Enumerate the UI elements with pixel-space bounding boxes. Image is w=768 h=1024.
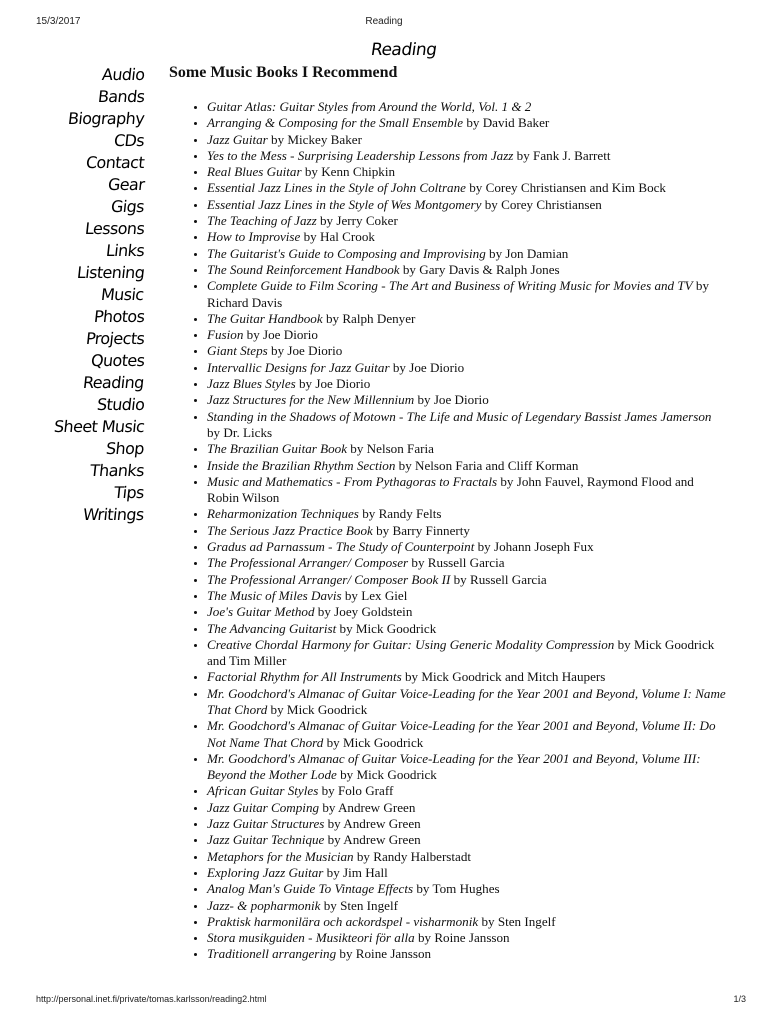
book-title: Praktisk harmonilära och ackordspel - visharmonik bbox=[207, 913, 479, 929]
book-title: The Guitarist's Guide to Composing and Improvising bbox=[207, 245, 486, 261]
book-author: by Mick Goodrick and Tim Miller bbox=[207, 636, 715, 669]
book-title: The Advancing Guitarist bbox=[207, 620, 337, 636]
book-item bbox=[207, 800, 727, 816]
book-author: by Lex Giel bbox=[341, 587, 408, 603]
book-item bbox=[207, 506, 727, 522]
book-author: by Corey Christiansen and Kim Bock bbox=[465, 180, 666, 196]
nav-link-listening[interactable]: Listening bbox=[75, 263, 146, 282]
book-title: Yes to the Mess - Surprising Leadership Lessons from Jazz bbox=[207, 147, 514, 163]
print-title: Reading bbox=[365, 16, 403, 27]
book-author: by Sten Ingelf bbox=[320, 897, 398, 913]
book-item bbox=[207, 246, 727, 262]
nav-item bbox=[36, 416, 144, 438]
nav-link-music[interactable]: Music bbox=[100, 285, 146, 304]
book-item bbox=[207, 180, 727, 196]
book-item bbox=[207, 229, 727, 245]
nav-item bbox=[36, 372, 144, 394]
book-author: by Andrew Green bbox=[319, 799, 416, 815]
nav-link-thanks[interactable]: Thanks bbox=[89, 461, 146, 480]
book-item bbox=[207, 327, 727, 343]
book-author: by Joe Diorio bbox=[295, 376, 371, 392]
book-title: Stora musikguiden - Musikteori för alla bbox=[207, 930, 415, 946]
nav-item bbox=[36, 504, 144, 526]
print-date: 15/3/2017 bbox=[36, 16, 81, 27]
book-item bbox=[207, 458, 727, 474]
book-author: by Mick Goodrick bbox=[323, 734, 424, 750]
nav-item bbox=[36, 482, 144, 504]
book-item bbox=[207, 914, 727, 930]
book-author: by Barry Finnerty bbox=[372, 522, 470, 538]
book-author: by Roine Jansson bbox=[414, 930, 510, 946]
book-title: The Teaching of Jazz bbox=[207, 213, 317, 229]
book-title: Complete Guide to Film Scoring - The Art and Business of Writing Music for Movies and TV bbox=[207, 278, 693, 294]
nav-link-shop[interactable]: Shop bbox=[105, 439, 146, 458]
nav-link-gigs[interactable]: Gigs bbox=[110, 197, 146, 216]
book-title: Mr. Goodchord's Almanac of Guitar Voice-Leading for the Year 2001 and Beyond, Volume II: Do Not Name That Chord bbox=[207, 718, 716, 750]
book-item bbox=[207, 930, 727, 946]
book-author: by Tom Hughes bbox=[413, 881, 500, 897]
book-item bbox=[207, 115, 727, 131]
book-item bbox=[207, 376, 727, 392]
nav-item bbox=[36, 262, 144, 284]
book-author: by Johann Joseph Fux bbox=[474, 539, 594, 555]
book-title: The Serious Jazz Practice Book bbox=[207, 522, 373, 538]
book-author: by John Fauvel, Raymond Flood and Robin Wilson bbox=[207, 473, 694, 506]
book-item bbox=[207, 669, 727, 685]
book-item bbox=[207, 898, 727, 914]
nav-link-contact[interactable]: Contact bbox=[84, 153, 146, 172]
book-title: Essential Jazz Lines in the Style of John Coltrane bbox=[207, 180, 466, 196]
nav-item bbox=[36, 328, 144, 350]
book-author: by Russell Garcia bbox=[450, 571, 547, 587]
nav-link-quotes[interactable]: Quotes bbox=[89, 351, 146, 370]
book-author: by Andrew Green bbox=[324, 816, 421, 832]
book-item bbox=[207, 783, 727, 799]
book-item bbox=[207, 360, 727, 376]
book-item bbox=[207, 99, 727, 115]
book-item bbox=[207, 751, 727, 784]
nav-item bbox=[36, 64, 144, 86]
book-title: The Brazilian Guitar Book bbox=[207, 441, 348, 457]
book-title: How to Improvise bbox=[207, 229, 301, 245]
book-item bbox=[207, 132, 727, 148]
book-title: Music and Mathematics - From Pythagoras to Fractals bbox=[207, 473, 498, 489]
book-author: by Ralph Denyer bbox=[322, 310, 416, 326]
nav-link-writings[interactable]: Writings bbox=[82, 505, 146, 524]
book-title: Joe's Guitar Method bbox=[207, 604, 315, 620]
book-author: by Joe Diorio bbox=[414, 392, 489, 408]
book-author: by Gary Davis & Ralph Jones bbox=[399, 261, 560, 277]
book-title: Guitar Atlas: Guitar Styles from Around the World, Vol. 1 & 2 bbox=[207, 99, 532, 114]
book-author: by Folo Graff bbox=[318, 783, 394, 799]
nav-link-audio[interactable]: Audio bbox=[100, 65, 146, 84]
book-author: by Roine Jansson bbox=[336, 946, 432, 962]
book-author: by Sten Ingelf bbox=[478, 913, 556, 929]
book-title: African Guitar Styles bbox=[207, 783, 319, 799]
book-author: by Andrew Green bbox=[324, 832, 421, 848]
book-author: by Hal Crook bbox=[300, 229, 375, 245]
nav-link-lessons[interactable]: Lessons bbox=[83, 219, 146, 238]
nav-item bbox=[36, 196, 144, 218]
book-item bbox=[207, 213, 727, 229]
book-author: by Jon Damian bbox=[485, 245, 569, 261]
book-title: Metaphors for the Musician bbox=[207, 848, 354, 864]
book-author: by Joe Diorio bbox=[389, 359, 465, 375]
book-item bbox=[207, 637, 727, 670]
nav-item bbox=[36, 284, 144, 306]
book-title: The Professional Arranger/ Composer Book II bbox=[207, 571, 451, 587]
nav-link-projects[interactable]: Projects bbox=[84, 329, 146, 348]
book-title: The Guitar Handbook bbox=[207, 310, 323, 326]
book-item bbox=[207, 441, 727, 457]
book-item bbox=[207, 392, 727, 408]
book-title: Gradus ad Parnassum - The Study of Counterpoint bbox=[207, 539, 475, 555]
nav-item bbox=[36, 460, 144, 482]
book-item bbox=[207, 881, 727, 897]
book-title: Intervallic Designs for Jazz Guitar bbox=[207, 359, 390, 375]
book-author: by Nelson Faria and Cliff Korman bbox=[395, 457, 579, 473]
book-author: by Kenn Chipkin bbox=[301, 164, 396, 180]
book-title: Jazz Guitar Comping bbox=[207, 799, 320, 815]
book-author: by Jim Hall bbox=[323, 864, 388, 880]
book-item bbox=[207, 262, 727, 278]
book-author: by Randy Felts bbox=[358, 506, 442, 522]
nav-item bbox=[36, 438, 144, 460]
nav-item bbox=[36, 306, 144, 328]
book-item bbox=[207, 946, 727, 962]
book-item bbox=[207, 621, 727, 637]
book-title: Mr. Goodchord's Almanac of Guitar Voice-Leading for the Year 2001 and Beyond, Volume I: Name That Chord bbox=[207, 685, 726, 717]
sidebar-nav bbox=[36, 64, 144, 526]
book-title: Giant Steps bbox=[207, 343, 268, 359]
book-list bbox=[207, 99, 727, 963]
book-item bbox=[207, 409, 727, 442]
book-author: by Corey Christiansen bbox=[481, 196, 602, 212]
book-item bbox=[207, 604, 727, 620]
book-author: by Joey Goldstein bbox=[314, 604, 413, 620]
book-author: by Dr. Licks bbox=[207, 424, 273, 440]
book-item bbox=[207, 816, 727, 832]
book-item bbox=[207, 148, 727, 164]
nav-link-gear[interactable]: Gear bbox=[106, 175, 146, 194]
nav-item bbox=[36, 218, 144, 240]
page-number: 1/3 bbox=[733, 994, 746, 1004]
book-title: Jazz Guitar Technique bbox=[207, 832, 325, 848]
book-title: Factorial Rhythm for All Instruments bbox=[207, 669, 402, 685]
book-title: The Music of Miles Davis bbox=[207, 587, 342, 603]
nav-item bbox=[36, 130, 144, 152]
nav-item bbox=[36, 240, 144, 262]
book-item bbox=[207, 832, 727, 848]
book-author: by Nelson Faria bbox=[347, 441, 434, 457]
book-item bbox=[207, 865, 727, 881]
book-item bbox=[207, 474, 727, 507]
nav-link-reading[interactable]: Reading bbox=[82, 373, 146, 392]
nav-item bbox=[36, 174, 144, 196]
book-item bbox=[207, 539, 727, 555]
book-title: Jazz Guitar Structures bbox=[207, 816, 325, 832]
book-title: Fusion bbox=[207, 327, 244, 343]
book-item bbox=[207, 718, 727, 751]
book-author: by Joe Diorio bbox=[243, 327, 318, 343]
nav-item bbox=[36, 394, 144, 416]
nav-link-bands[interactable]: Bands bbox=[96, 87, 146, 106]
nav-item bbox=[36, 86, 144, 108]
book-title: The Sound Reinforcement Handbook bbox=[207, 261, 400, 277]
book-author: by Richard Davis bbox=[207, 278, 710, 310]
book-author: by Mick Goodrick and Mitch Haupers bbox=[401, 669, 606, 685]
book-title: Mr. Goodchord's Almanac of Guitar Voice-Leading for the Year 2001 and Beyond, Volume III: Beyond the Mother Lode bbox=[207, 750, 701, 783]
book-author: by Mick Goodrick bbox=[267, 701, 368, 717]
book-title: Jazz- & popharmonik bbox=[207, 897, 321, 913]
nav-link-biography[interactable]: Biography bbox=[66, 109, 146, 128]
nav-link-tips[interactable]: Tips bbox=[113, 483, 146, 502]
nav-item bbox=[36, 108, 144, 130]
book-author: by Mick Goodrick bbox=[336, 620, 437, 636]
book-author: by Russell Garcia bbox=[408, 555, 505, 571]
nav-link-links[interactable]: Links bbox=[104, 241, 146, 260]
book-title: Inside the Brazilian Rhythm Section bbox=[207, 457, 396, 473]
book-item bbox=[207, 278, 727, 311]
book-author: by Jerry Coker bbox=[316, 213, 398, 229]
page-heading: Some Music Books I Recommend bbox=[169, 64, 398, 81]
nav-link-sheet-music[interactable]: Sheet Music bbox=[52, 417, 146, 436]
book-item bbox=[207, 555, 727, 571]
book-item bbox=[207, 311, 727, 327]
book-item bbox=[207, 849, 727, 865]
book-item bbox=[207, 686, 727, 719]
book-title: Creative Chordal Harmony for Guitar: Using Generic Modality Compression bbox=[207, 636, 615, 652]
book-author: by Mickey Baker bbox=[267, 131, 362, 147]
book-title: Analog Man's Guide To Vintage Effects bbox=[207, 881, 414, 897]
book-title: Real Blues Guitar bbox=[207, 164, 302, 180]
book-title: Arranging & Composing for the Small Ensemble bbox=[207, 115, 464, 131]
book-title: Exploring Jazz Guitar bbox=[207, 864, 324, 880]
book-author: by David Baker bbox=[463, 115, 550, 131]
book-title: Jazz Guitar bbox=[207, 131, 268, 147]
print-url: http://personal.inet.fi/private/tomas.karlsson/reading2.html bbox=[36, 994, 267, 1004]
book-item bbox=[207, 572, 727, 588]
book-title: Essential Jazz Lines in the Style of Wes Montgomery bbox=[207, 196, 482, 212]
nav-item bbox=[36, 152, 144, 174]
book-item bbox=[207, 343, 727, 359]
book-item bbox=[207, 523, 727, 539]
book-title: Reharmonization Techniques bbox=[207, 506, 359, 522]
nav-link-cds[interactable]: CDs bbox=[113, 131, 146, 150]
book-author: by Randy Halberstadt bbox=[353, 848, 472, 864]
nav-link-photos[interactable]: Photos bbox=[92, 307, 146, 326]
book-title: The Professional Arranger/ Composer bbox=[207, 555, 409, 571]
book-title: Jazz Structures for the New Millennium bbox=[207, 392, 415, 408]
book-author: by Mick Goodrick bbox=[336, 767, 437, 783]
nav-link-studio[interactable]: Studio bbox=[95, 395, 146, 414]
book-title: Jazz Blues Styles bbox=[207, 376, 296, 392]
site-logo[interactable]: Reading bbox=[369, 40, 438, 60]
book-title: Standing in the Shadows of Motown - The Life and Music of Legendary Bassist James Jamerson bbox=[207, 408, 712, 424]
book-item bbox=[207, 164, 727, 180]
book-author: by Fank J. Barrett bbox=[513, 147, 611, 163]
book-item bbox=[207, 197, 727, 213]
book-title: Traditionell arrangering bbox=[207, 946, 337, 962]
nav-item bbox=[36, 350, 144, 372]
book-item bbox=[207, 588, 727, 604]
book-author: by Joe Diorio bbox=[267, 343, 343, 359]
